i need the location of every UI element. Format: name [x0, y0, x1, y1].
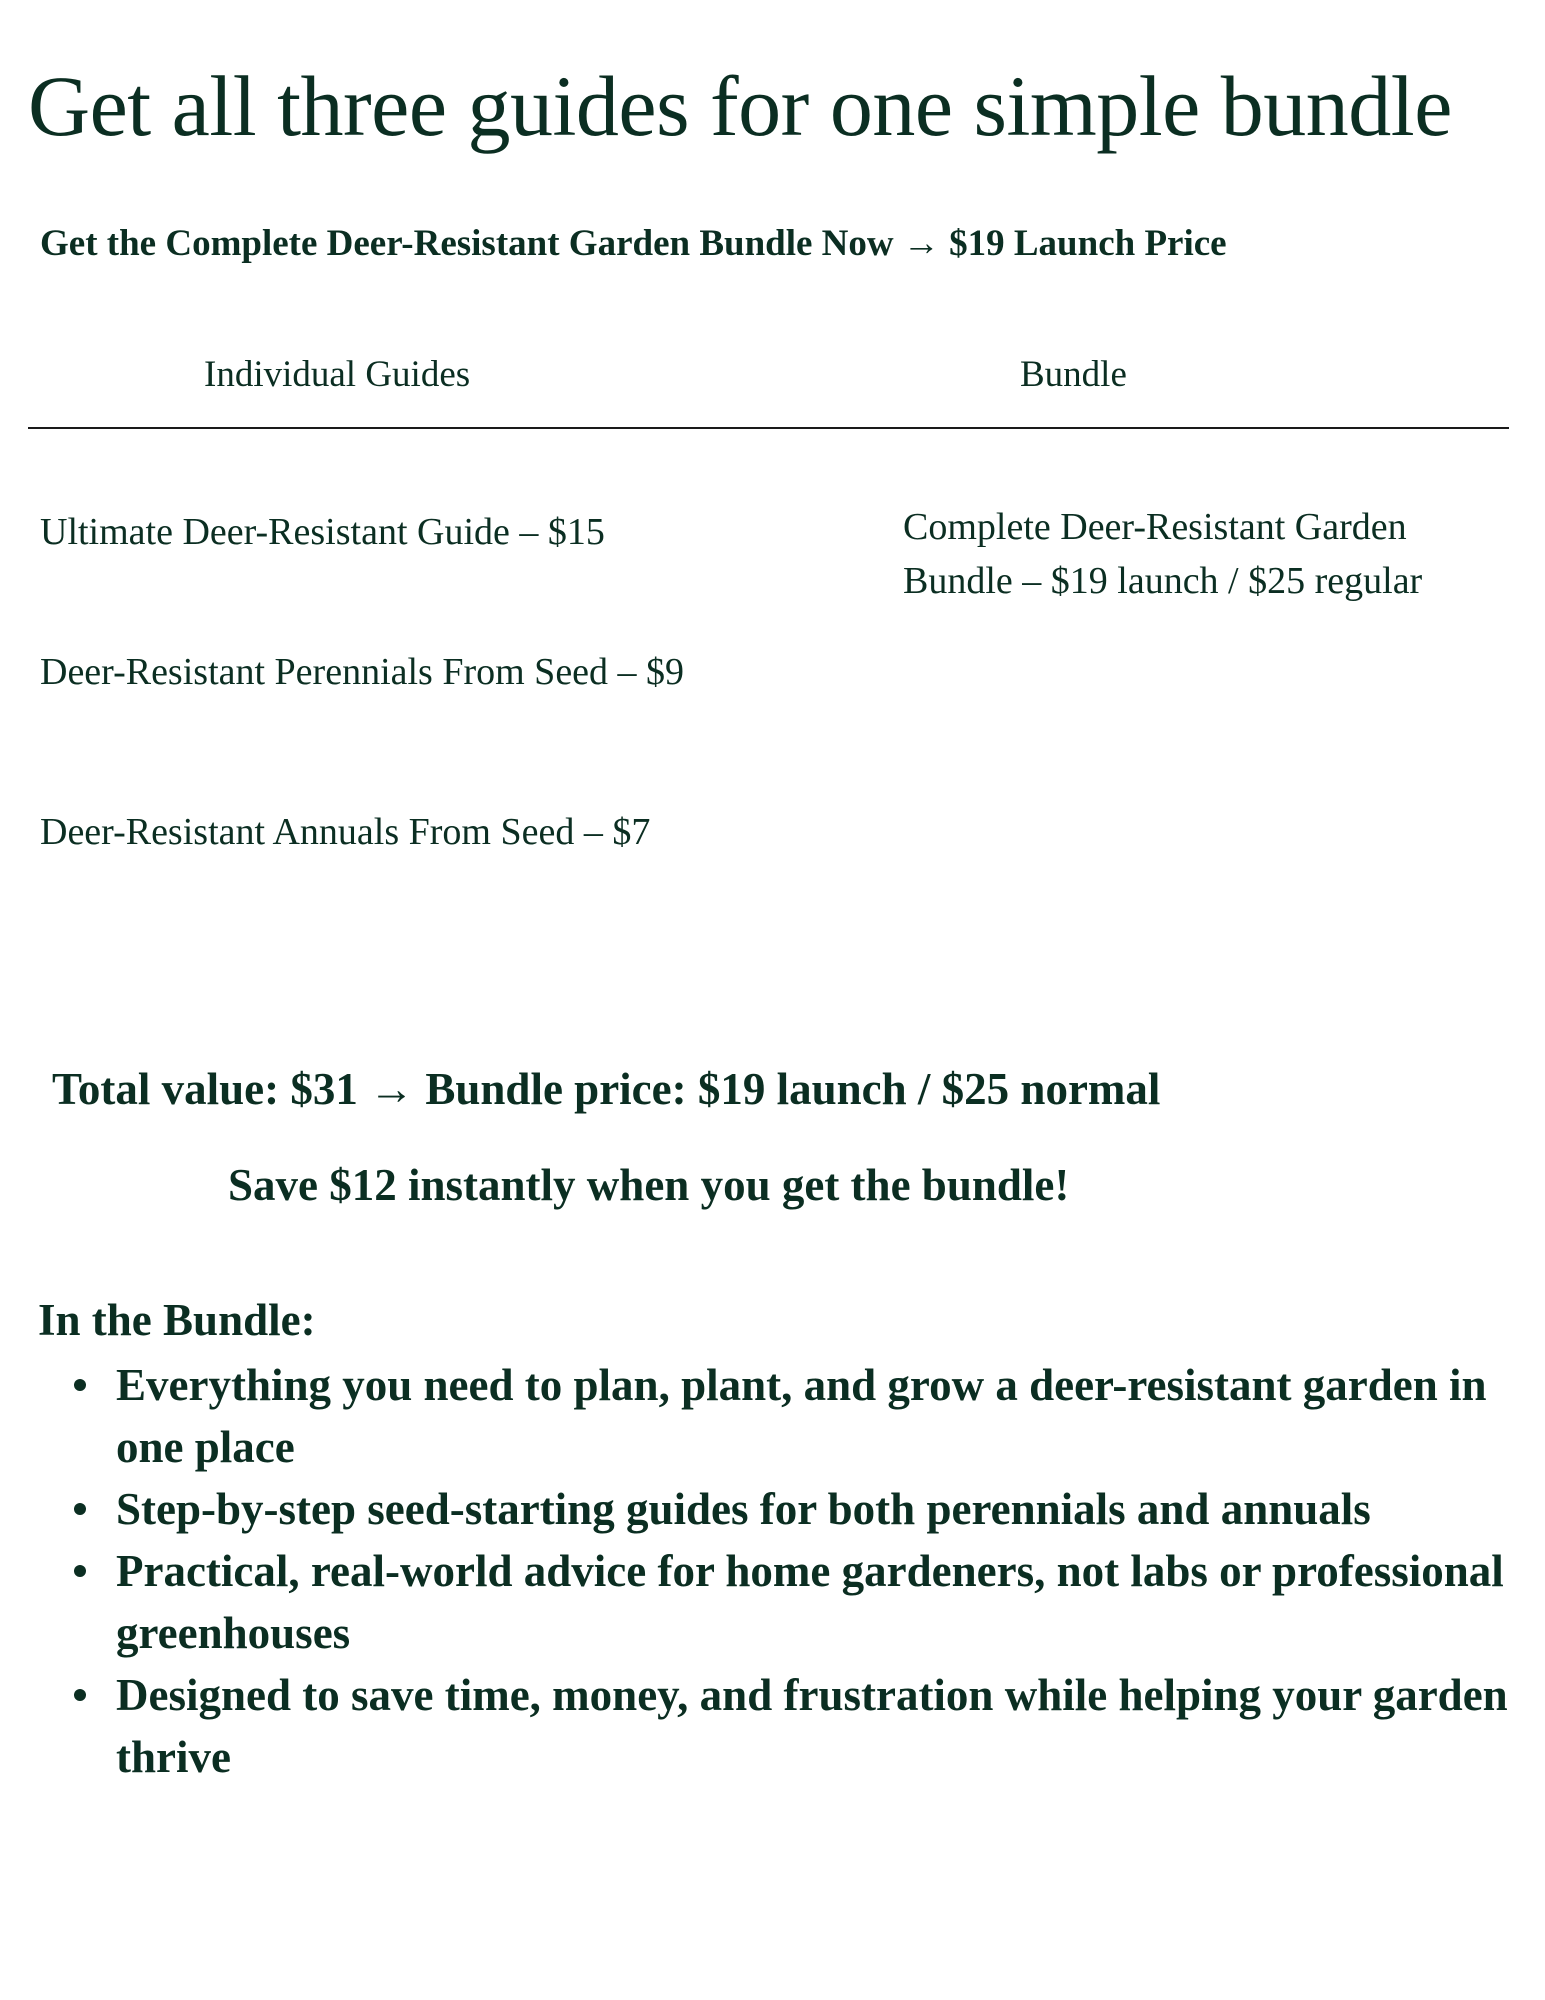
individual-guide-annuals: Deer-Resistant Annuals From Seed – $7 [40, 811, 651, 853]
page-title: Get all three guides for one simple bundle [28, 58, 1452, 154]
table-header-row [28, 345, 1509, 429]
savings-callout: Save $12 instantly when you get the bundle! [228, 1160, 1070, 1210]
column-header-individual-guides: Individual Guides [204, 354, 471, 395]
in-the-bundle-heading: In the Bundle: [38, 1295, 316, 1345]
bundle-offer-price: Bundle – $19 launch / $25 regular [903, 560, 1423, 602]
list-item [66, 1540, 1526, 1664]
individual-guide-perennials: Deer-Resistant Perennials From Seed – $9 [40, 651, 685, 693]
bundle-benefits-list [66, 1354, 1526, 1788]
list-item-text: Designed to save time, money, and frustration while helping your garden thrive [116, 1670, 1508, 1782]
list-item-text: Step-by-step seed-starting guides for both perennials and annuals [116, 1484, 1371, 1534]
list-item-text: Practical, real-world advice for home gardeners, not labs or professional greenhouses [116, 1546, 1504, 1658]
column-header-bundle: Bundle [1020, 354, 1127, 395]
list-item [66, 1478, 1526, 1540]
total-value-summary: Total value: $31 → Bundle price: $19 launch / $25 normal [52, 1064, 1161, 1114]
bullet-icon [74, 1565, 86, 1577]
bullet-icon [74, 1379, 86, 1391]
bullet-icon [74, 1689, 86, 1701]
bundle-offer-cell [903, 500, 1523, 608]
pricing-comparison-table [28, 345, 1509, 853]
bundle-offer-name: Complete Deer-Resistant Garden [903, 506, 1407, 548]
bullet-icon [74, 1503, 86, 1515]
list-item [66, 1664, 1526, 1788]
individual-guide-ultimate: Ultimate Deer-Resistant Guide – $15 [40, 511, 605, 553]
list-item-text: Everything you need to plan, plant, and grow a deer-resistant garden in one place [116, 1360, 1487, 1472]
get-bundle-cta-link[interactable]: Get the Complete Deer-Resistant Garden Bundle Now → $19 Launch Price [40, 223, 1227, 264]
list-item [66, 1354, 1526, 1478]
